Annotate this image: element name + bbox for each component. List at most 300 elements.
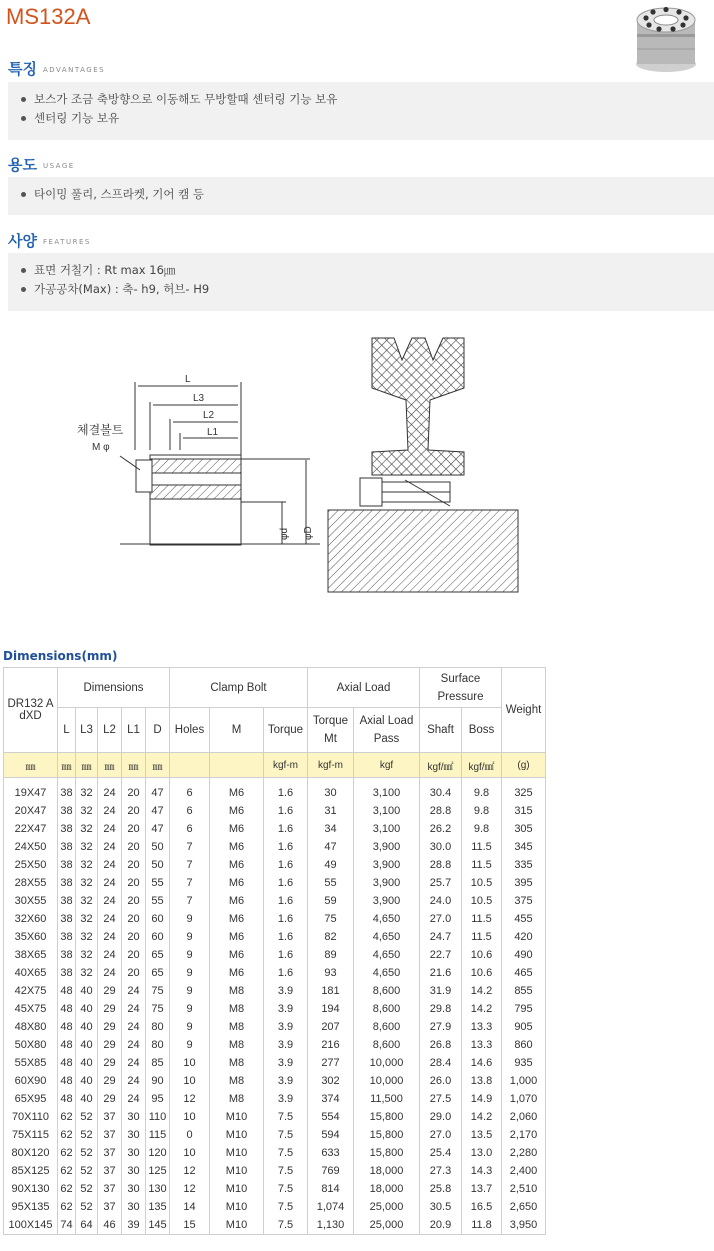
table-cell: M6 bbox=[210, 820, 264, 838]
table-cell: 30.0 bbox=[420, 838, 462, 856]
table-cell: 24 bbox=[98, 928, 122, 946]
table-cell: 50 bbox=[146, 856, 170, 874]
table-cell: 2,510 bbox=[502, 1180, 546, 1198]
table-cell: 25.4 bbox=[420, 1144, 462, 1162]
unit-cell bbox=[170, 753, 210, 778]
table-cell: M6 bbox=[210, 778, 264, 803]
col-header-clamp-bolt: Clamp Bolt bbox=[170, 668, 308, 708]
table-cell: 8,600 bbox=[354, 1036, 420, 1054]
table-cell: 860 bbox=[502, 1036, 546, 1054]
table-cell: 14.2 bbox=[462, 982, 502, 1000]
table-cell: 24 bbox=[122, 1072, 146, 1090]
table-cell: 26.0 bbox=[420, 1072, 462, 1090]
table-cell: 20 bbox=[122, 802, 146, 820]
table-cell: 216 bbox=[308, 1036, 354, 1054]
table-row bbox=[4, 964, 546, 982]
table-cell: 60 bbox=[146, 928, 170, 946]
unit-cell: ㎜ bbox=[4, 753, 58, 778]
table-cell: 27.9 bbox=[420, 1018, 462, 1036]
table-cell: 29 bbox=[98, 1000, 122, 1018]
table-cell: 20 bbox=[122, 838, 146, 856]
table-cell: 9 bbox=[170, 964, 210, 982]
table-row bbox=[4, 1054, 546, 1072]
table-cell: 3.9 bbox=[264, 1090, 308, 1108]
table-cell: 32X60 bbox=[4, 910, 58, 928]
table-cell: 814 bbox=[308, 1180, 354, 1198]
table-cell: 10,000 bbox=[354, 1054, 420, 1072]
table-row bbox=[4, 1000, 546, 1018]
table-row bbox=[4, 1072, 546, 1090]
table-cell: 3,100 bbox=[354, 802, 420, 820]
section-heading-usage: 용도 USAGE bbox=[8, 156, 75, 174]
table-cell: 455 bbox=[502, 910, 546, 928]
table-cell: 374 bbox=[308, 1090, 354, 1108]
section-heading-advantages: 특징 ADVANTAGES bbox=[8, 60, 106, 78]
table-cell: 24 bbox=[98, 802, 122, 820]
dimensions-title: Dimensions(mm) bbox=[3, 649, 118, 663]
table-cell: 28.8 bbox=[420, 802, 462, 820]
table-cell: 32 bbox=[76, 838, 98, 856]
unit-cell: kgf/㎟ bbox=[462, 753, 502, 778]
bolt-size-label: M φ bbox=[92, 442, 110, 453]
col-header-axial-load-pass: Axial Load Pass bbox=[354, 708, 420, 753]
table-cell: 30 bbox=[308, 778, 354, 803]
table-cell: 38 bbox=[58, 892, 76, 910]
table-row bbox=[4, 856, 546, 874]
table-cell: 24 bbox=[98, 892, 122, 910]
table-cell: M6 bbox=[210, 856, 264, 874]
unit-cell: ㎜ bbox=[58, 753, 76, 778]
table-cell: 34 bbox=[308, 820, 354, 838]
table-cell: 13.3 bbox=[462, 1036, 502, 1054]
table-cell: 40 bbox=[76, 982, 98, 1000]
table-cell: 24 bbox=[98, 874, 122, 892]
table-cell: 26.8 bbox=[420, 1036, 462, 1054]
table-cell: 9 bbox=[170, 982, 210, 1000]
table-cell: 80 bbox=[146, 1018, 170, 1036]
table-cell: M6 bbox=[210, 874, 264, 892]
table-cell: 55 bbox=[308, 874, 354, 892]
table-cell: 38 bbox=[58, 778, 76, 803]
table-cell: 9 bbox=[170, 1018, 210, 1036]
table-cell: 95X135 bbox=[4, 1198, 58, 1216]
table-cell: 490 bbox=[502, 946, 546, 964]
table-cell: 55 bbox=[146, 892, 170, 910]
col-header-D: D bbox=[146, 708, 170, 753]
table-row bbox=[4, 1126, 546, 1144]
table-cell: 10.6 bbox=[462, 964, 502, 982]
table-cell: 24 bbox=[98, 964, 122, 982]
table-cell: 40 bbox=[76, 1000, 98, 1018]
table-cell: M10 bbox=[210, 1144, 264, 1162]
table-cell: 75X115 bbox=[4, 1126, 58, 1144]
table-cell: 20 bbox=[122, 928, 146, 946]
table-cell: 194 bbox=[308, 1000, 354, 1018]
table-row bbox=[4, 928, 546, 946]
table-cell: 14.3 bbox=[462, 1162, 502, 1180]
table-cell: 75 bbox=[146, 982, 170, 1000]
table-cell: 2,060 bbox=[502, 1108, 546, 1126]
table-cell: 4,650 bbox=[354, 910, 420, 928]
table-cell: 37 bbox=[98, 1108, 122, 1126]
table-cell: 12 bbox=[170, 1180, 210, 1198]
table-cell: 39 bbox=[122, 1216, 146, 1235]
table-row bbox=[4, 1144, 546, 1162]
table-cell: 32 bbox=[76, 778, 98, 803]
table-cell: 24 bbox=[122, 1036, 146, 1054]
table-cell: 10,000 bbox=[354, 1072, 420, 1090]
table-cell: 62 bbox=[58, 1162, 76, 1180]
table-cell: 9 bbox=[170, 946, 210, 964]
table-cell: 9.8 bbox=[462, 820, 502, 838]
table-cell: 24.0 bbox=[420, 892, 462, 910]
table-cell: 28X55 bbox=[4, 874, 58, 892]
table-cell: 27.5 bbox=[420, 1090, 462, 1108]
table-cell: 90X130 bbox=[4, 1180, 58, 1198]
table-cell: 1.6 bbox=[264, 910, 308, 928]
table-cell: 38X65 bbox=[4, 946, 58, 964]
col-header-surface-pressure: Surface Pressure bbox=[420, 668, 502, 708]
table-cell: M6 bbox=[210, 802, 264, 820]
table-cell: 32 bbox=[76, 874, 98, 892]
table-cell: 85X125 bbox=[4, 1162, 58, 1180]
table-cell: 9 bbox=[170, 928, 210, 946]
table-cell: 27.0 bbox=[420, 910, 462, 928]
table-cell: 395 bbox=[502, 874, 546, 892]
table-cell: 26.2 bbox=[420, 820, 462, 838]
unit-cell: kgf bbox=[354, 753, 420, 778]
table-cell: 65 bbox=[146, 964, 170, 982]
table-cell: 52 bbox=[76, 1108, 98, 1126]
table-row bbox=[4, 1198, 546, 1216]
table-cell: 7.5 bbox=[264, 1180, 308, 1198]
col-header-shaft: Shaft bbox=[420, 708, 462, 753]
unit-cell: ㎜ bbox=[76, 753, 98, 778]
table-cell: 1,070 bbox=[502, 1090, 546, 1108]
table-cell: 32 bbox=[76, 820, 98, 838]
table-cell: 27.0 bbox=[420, 1126, 462, 1144]
table-cell: 30.4 bbox=[420, 778, 462, 803]
table-cell: 38 bbox=[58, 874, 76, 892]
table-cell: 40 bbox=[76, 1072, 98, 1090]
table-cell: 1,074 bbox=[308, 1198, 354, 1216]
table-cell: M6 bbox=[210, 838, 264, 856]
table-cell: 30 bbox=[122, 1180, 146, 1198]
table-cell: 48 bbox=[58, 1036, 76, 1054]
table-cell: 100X145 bbox=[4, 1216, 58, 1235]
table-cell: M8 bbox=[210, 982, 264, 1000]
table-cell: 24 bbox=[98, 778, 122, 803]
table-cell: 24.7 bbox=[420, 928, 462, 946]
table-cell: 2,400 bbox=[502, 1162, 546, 1180]
table-cell: M10 bbox=[210, 1162, 264, 1180]
table-cell: 6 bbox=[170, 778, 210, 803]
table-cell: 38 bbox=[58, 802, 76, 820]
table-cell: 14.6 bbox=[462, 1054, 502, 1072]
table-cell: 32 bbox=[76, 928, 98, 946]
table-cell: 11.8 bbox=[462, 1216, 502, 1235]
table-cell: 13.3 bbox=[462, 1018, 502, 1036]
table-cell: 25,000 bbox=[354, 1216, 420, 1235]
table-row bbox=[4, 1216, 546, 1235]
table-cell: 18,000 bbox=[354, 1180, 420, 1198]
table-cell: M6 bbox=[210, 946, 264, 964]
table-cell: 345 bbox=[502, 838, 546, 856]
table-cell: 80 bbox=[146, 1036, 170, 1054]
table-cell: 3.9 bbox=[264, 1054, 308, 1072]
dimensions-table bbox=[3, 667, 546, 1235]
table-cell: 48 bbox=[58, 1072, 76, 1090]
col-header-torque-mt: Torque Mt bbox=[308, 708, 354, 753]
table-cell: 30 bbox=[122, 1162, 146, 1180]
col-header-dimensions: Dimensions bbox=[58, 668, 170, 708]
table-cell: 62 bbox=[58, 1198, 76, 1216]
table-cell: 47 bbox=[146, 802, 170, 820]
usage-box bbox=[8, 177, 714, 215]
table-cell: 24 bbox=[122, 982, 146, 1000]
table-cell: 29 bbox=[98, 1090, 122, 1108]
table-cell: 28.4 bbox=[420, 1054, 462, 1072]
table-cell: 64 bbox=[76, 1216, 98, 1235]
table-cell: 10.6 bbox=[462, 946, 502, 964]
table-cell: 31 bbox=[308, 802, 354, 820]
table-cell: M8 bbox=[210, 1072, 264, 1090]
table-cell: 29.0 bbox=[420, 1108, 462, 1126]
table-cell: 38 bbox=[58, 820, 76, 838]
table-cell: 40X65 bbox=[4, 964, 58, 982]
table-cell: 37 bbox=[98, 1144, 122, 1162]
table-cell: 40 bbox=[76, 1090, 98, 1108]
table-cell: 70X110 bbox=[4, 1108, 58, 1126]
table-cell: 15,800 bbox=[354, 1126, 420, 1144]
table-cell: 20 bbox=[122, 910, 146, 928]
dim-label-L1: L1 bbox=[207, 427, 219, 438]
table-cell: 25.8 bbox=[420, 1180, 462, 1198]
table-cell: 24 bbox=[98, 910, 122, 928]
table-cell: 3.9 bbox=[264, 1036, 308, 1054]
table-row bbox=[4, 1108, 546, 1126]
table-cell: 11,500 bbox=[354, 1090, 420, 1108]
table-cell: 55X85 bbox=[4, 1054, 58, 1072]
table-cell: 60 bbox=[146, 910, 170, 928]
table-cell: 935 bbox=[502, 1054, 546, 1072]
table-cell: 93 bbox=[308, 964, 354, 982]
table-cell: 37 bbox=[98, 1126, 122, 1144]
table-cell: 24 bbox=[122, 1018, 146, 1036]
table-cell: M8 bbox=[210, 1090, 264, 1108]
table-cell: 29 bbox=[98, 1036, 122, 1054]
col-header-L1: L1 bbox=[122, 708, 146, 753]
table-cell: 16.5 bbox=[462, 1198, 502, 1216]
table-cell: 1,130 bbox=[308, 1216, 354, 1235]
table-cell: 181 bbox=[308, 982, 354, 1000]
table-cell: 25,000 bbox=[354, 1198, 420, 1216]
table-cell: 3.9 bbox=[264, 1072, 308, 1090]
dim-label-L3: L3 bbox=[193, 393, 205, 404]
bolt-label: 체결볼트 bbox=[77, 423, 124, 437]
table-cell: M10 bbox=[210, 1180, 264, 1198]
table-cell: 7.5 bbox=[264, 1216, 308, 1235]
table-cell: 20X47 bbox=[4, 802, 58, 820]
table-cell: 24X50 bbox=[4, 838, 58, 856]
table-cell: 24 bbox=[98, 856, 122, 874]
table-cell: 7 bbox=[170, 856, 210, 874]
table-row bbox=[4, 778, 546, 803]
table-cell: 769 bbox=[308, 1162, 354, 1180]
table-cell: 62 bbox=[58, 1108, 76, 1126]
table-cell: 24 bbox=[98, 820, 122, 838]
table-cell: 3,100 bbox=[354, 820, 420, 838]
table-cell: 130 bbox=[146, 1180, 170, 1198]
table-cell: 45X75 bbox=[4, 1000, 58, 1018]
table-cell: 420 bbox=[502, 928, 546, 946]
table-cell: 1.6 bbox=[264, 874, 308, 892]
table-cell: M8 bbox=[210, 1000, 264, 1018]
table-cell: 1.6 bbox=[264, 946, 308, 964]
table-cell: 115 bbox=[146, 1126, 170, 1144]
table-cell: 207 bbox=[308, 1018, 354, 1036]
table-cell: 335 bbox=[502, 856, 546, 874]
table-cell: 38 bbox=[58, 856, 76, 874]
table-cell: 20 bbox=[122, 892, 146, 910]
table-cell: 7.5 bbox=[264, 1198, 308, 1216]
table-cell: 12 bbox=[170, 1162, 210, 1180]
table-cell: M6 bbox=[210, 964, 264, 982]
table-cell: 8,600 bbox=[354, 1018, 420, 1036]
table-row bbox=[4, 910, 546, 928]
table-cell: 30 bbox=[122, 1108, 146, 1126]
table-cell: M10 bbox=[210, 1198, 264, 1216]
table-cell: 2,650 bbox=[502, 1198, 546, 1216]
unit-cell: ㎜ bbox=[146, 753, 170, 778]
table-cell: 32 bbox=[76, 946, 98, 964]
dim-label-d: φd bbox=[279, 527, 290, 540]
list-item: 가공공차(Max) : 축- h9, 허브- H9 bbox=[34, 280, 714, 299]
table-cell: 52 bbox=[76, 1180, 98, 1198]
table-cell: M6 bbox=[210, 892, 264, 910]
list-item: 보스가 조금 축방향으로 이동해도 무방할때 센터링 기능 보유 bbox=[34, 90, 714, 109]
table-cell: 12 bbox=[170, 1090, 210, 1108]
table-cell: 14 bbox=[170, 1198, 210, 1216]
table-cell: 29 bbox=[98, 1072, 122, 1090]
table-cell: 7.5 bbox=[264, 1126, 308, 1144]
table-row bbox=[4, 802, 546, 820]
table-cell: 32 bbox=[76, 910, 98, 928]
table-cell: M8 bbox=[210, 1018, 264, 1036]
table-cell: 10.5 bbox=[462, 874, 502, 892]
table-cell: 1,000 bbox=[502, 1072, 546, 1090]
table-cell: 7.5 bbox=[264, 1144, 308, 1162]
table-cell: 7 bbox=[170, 874, 210, 892]
table-cell: 75 bbox=[308, 910, 354, 928]
table-cell: 4,650 bbox=[354, 928, 420, 946]
features-box bbox=[8, 253, 714, 311]
table-cell: 30 bbox=[122, 1126, 146, 1144]
table-cell: 8,600 bbox=[354, 1000, 420, 1018]
table-cell: 49 bbox=[308, 856, 354, 874]
table-cell: 30 bbox=[122, 1198, 146, 1216]
table-cell: 1.6 bbox=[264, 802, 308, 820]
table-cell: 1.6 bbox=[264, 892, 308, 910]
table-row bbox=[4, 1090, 546, 1108]
table-cell: 37 bbox=[98, 1162, 122, 1180]
table-row bbox=[4, 820, 546, 838]
table-cell: 75 bbox=[146, 1000, 170, 1018]
product-image bbox=[633, 4, 699, 74]
table-cell: 29 bbox=[98, 982, 122, 1000]
table-cell: 20 bbox=[122, 856, 146, 874]
table-cell: M10 bbox=[210, 1108, 264, 1126]
table-cell: 15,800 bbox=[354, 1108, 420, 1126]
col-header-L3: L3 bbox=[76, 708, 98, 753]
unit-cell: kgf-m bbox=[308, 753, 354, 778]
table-cell: 9 bbox=[170, 910, 210, 928]
table-cell: 59 bbox=[308, 892, 354, 910]
table-cell: 2,170 bbox=[502, 1126, 546, 1144]
table-cell: 795 bbox=[502, 1000, 546, 1018]
table-cell: 32 bbox=[76, 892, 98, 910]
table-cell: 31.9 bbox=[420, 982, 462, 1000]
table-cell: 7.5 bbox=[264, 1108, 308, 1126]
table-cell: 15,800 bbox=[354, 1144, 420, 1162]
table-cell: 11.5 bbox=[462, 838, 502, 856]
table-cell: 10 bbox=[170, 1108, 210, 1126]
table-cell: 20.9 bbox=[420, 1216, 462, 1235]
table-cell: 855 bbox=[502, 982, 546, 1000]
table-cell: 29 bbox=[98, 1054, 122, 1072]
dim-label-L2: L2 bbox=[203, 410, 215, 421]
table-cell: 3,900 bbox=[354, 892, 420, 910]
table-cell: 0 bbox=[170, 1126, 210, 1144]
table-cell: 27.3 bbox=[420, 1162, 462, 1180]
table-cell: 110 bbox=[146, 1108, 170, 1126]
table-cell: M10 bbox=[210, 1216, 264, 1235]
table-cell: 48 bbox=[58, 1018, 76, 1036]
table-cell: 1.6 bbox=[264, 838, 308, 856]
table-cell: 11.5 bbox=[462, 928, 502, 946]
table-cell: 38 bbox=[58, 928, 76, 946]
advantages-box bbox=[8, 82, 714, 140]
table-cell: 38 bbox=[58, 946, 76, 964]
table-cell: 30.5 bbox=[420, 1198, 462, 1216]
table-cell: 11.5 bbox=[462, 856, 502, 874]
table-cell: 19X47 bbox=[4, 778, 58, 803]
table-cell: 9 bbox=[170, 1000, 210, 1018]
section-heading-features: 사양 FEATURES bbox=[8, 232, 91, 250]
table-cell: 48 bbox=[58, 1090, 76, 1108]
table-cell: 9 bbox=[170, 1036, 210, 1054]
table-cell: 2,280 bbox=[502, 1144, 546, 1162]
table-cell: 15 bbox=[170, 1216, 210, 1235]
table-cell: 13.0 bbox=[462, 1144, 502, 1162]
table-cell: 4,650 bbox=[354, 946, 420, 964]
table-cell: 24 bbox=[122, 1054, 146, 1072]
table-cell: 52 bbox=[76, 1126, 98, 1144]
table-cell: 14.9 bbox=[462, 1090, 502, 1108]
table-cell: 13.5 bbox=[462, 1126, 502, 1144]
table-cell: 28.8 bbox=[420, 856, 462, 874]
unit-cell: kgf/㎟ bbox=[420, 753, 462, 778]
table-cell: 302 bbox=[308, 1072, 354, 1090]
table-cell: 47 bbox=[146, 820, 170, 838]
table-cell: 55 bbox=[146, 874, 170, 892]
table-cell: 37 bbox=[98, 1198, 122, 1216]
unit-cell bbox=[210, 753, 264, 778]
col-header-L: L bbox=[58, 708, 76, 753]
table-cell: 25X50 bbox=[4, 856, 58, 874]
table-row bbox=[4, 838, 546, 856]
table-cell: 1.6 bbox=[264, 928, 308, 946]
